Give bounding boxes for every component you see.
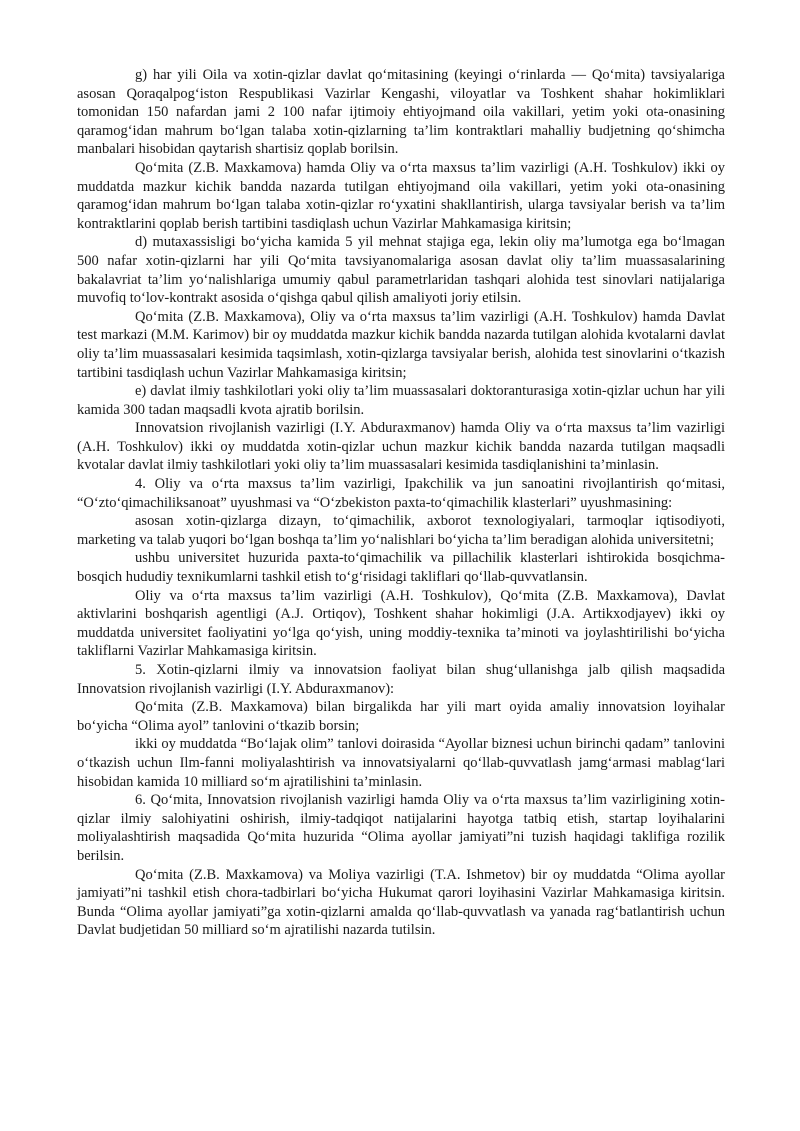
paragraph-d-implementation: Qo‘mita (Z.B. Maxkamova), Oliy va o‘rta maxsus ta’lim vazirligi (A.H. Toshkulov) hamda Davlat test markazi (M.M. Karimov) bir oy muddatda mazkur kichik bandda nazarda tutilgan alohida kvotalarni davlat oliy ta’lim muassasalari kesimida taqsimlash, xotin-qizlarga tavsiyalar berish, alohida test sinovlarini o‘tkazish tartibini tasdiqlash uchun Vazirlar Mahkamasiga kiritsin; [77, 308, 725, 381]
paragraph-g: g) har yili Oila va xotin-qizlar davlat qo‘mitasining (keyingi o‘rinlarda — Qo‘mita) tavsiyalariga asosan Qoraqalpog‘iston Respublikasi Vazirlar Kengashi, viloyatlar va Toshkent shahar hokimliklari tomonidan 150 nafardan jami 2 100 nafar ijtimoiy ehtiyojmand oila vakillari, yetim yoki ota-onasining qaramog‘idan mahrum bo‘lgan talaba xotin-qizlarning ta’lim kontraktlari mahalliy budjetning qo‘shimcha manbalari hisobidan qaytarish shartisiz qoplab borilsin. [77, 67, 725, 158]
paragraph-d: d) mutaxassisligi bo‘yicha kamida 5 yil mehnat stajiga ega, lekin oliy ma’lumotga ega bo‘lmagan 500 nafar xotin-qizlarni har yili Qo‘mita tavsiyanomalariga asosan davlat oliy ta’lim muassasalarining bakalavriat ta’lim yo‘nalishlariga umumiy qabul parametrlaridan tashqari alohida test sinovlari natijalariga muvofiq to‘lov-kontrakt asosida o‘qishga qabul qilish amaliyoti joriy etilsin. [77, 234, 725, 307]
paragraph-item-5: 5. Xotin-qizlarni ilmiy va innovatsion faoliyat bilan shug‘ullanishga jalb qilish maqsadida Innovatsion rivojlanish vazirligi (I.Y. Abduraxmanov): [77, 662, 725, 697]
paragraph-e: e) davlat ilmiy tashkilotlari yoki oliy ta’lim muassasalari doktoranturasiga xotin-qizlar uchun har yili kamida 300 tadan maqsadli kvota ajratib borilsin. [77, 383, 725, 418]
paragraph-item-4-implementation: Oliy va o‘rta maxsus ta’lim vazirligi (A.H. Toshkulov), Qo‘mita (Z.B. Maxkamova), Davlat aktivlarini boshqarish agentligi (A.J. Ortiqov), Toshkent shahar hokimligi (J.A. Artikxodjayev) ikki oy muddatda universitet faoliyatini yo‘lga qo‘yish, uning moddiy-texnika ta’minoti va joylashtirilishi bo‘yicha takliflarni Vazirlar Mahkamasiga kiritsin. [77, 587, 725, 660]
paragraph-item-4-technikums: ushbu universitet huzurida paxta-to‘qimachilik va pillachilik klasterlari ishtirokida bosqichma-bosqich hududiy texnikumlarni tashkil etish to‘g‘risidagi takliflari qo‘llab-quvvatlansin. [77, 550, 725, 586]
paragraph-item-6: 6. Qo‘mita, Innovatsion rivojlanish vazirligi hamda Oliy va o‘rta maxsus ta’lim vazirligining xotin-qizlar ilmiy salohiyatini oshirish, ilmiy-tadqiqot natijalarini hayotga tatbiq etish, startap loyihalarini moliyalashtirish maqsadida Qo‘mita huzurida “Olima ayollar jamiyati”ni tuzish haqidagi taklifiga rozilik berilsin. [77, 792, 725, 864]
paragraph-item-5-olima-ayol: Qo‘mita (Z.B. Maxkamova) bilan birgalikda har yili mart oyida amaliy innovatsion loyihalar bo‘yicha “Olima ayol” tanlovini o‘tkazib borsin; [77, 699, 725, 734]
paragraph-item-4: 4. Oliy va o‘rta maxsus ta’lim vazirligi, Ipakchilik va jun sanoatini rivojlantirish qo‘mitasi, “O‘zto‘qimachiliksanoat” uyushmasi va “O‘zbekiston paxta-to‘qimachilik klasterlari” uyushmasining: [77, 476, 725, 511]
paragraph-item-6-implementation: Qo‘mita (Z.B. Maxkamova) va Moliya vazirligi (T.A. Ishmetov) bir oy muddatda “Olima ayollar jamiyati”ni tashkil etish chora-tadbirlari bo‘yicha Hukumat qarori loyihasini Vazirlar Mahkamasiga kiritsin. Bunda “Olima ayollar jamiyati”ga xotin-qizlarni amalda qo‘llab-quvvatlash va yanada rag‘batlantirish uchun Davlat budjetidan 50 milliard so‘m ajratilishi nazarda tutilsin. [77, 866, 725, 939]
paragraph-e-implementation: Innovatsion rivojlanish vazirligi (I.Y. Abduraxmanov) hamda Oliy va o‘rta maxsus ta’lim vazirligi (A.H. Toshkulov) ikki oy muddatda xotin-qizlar uchun mazkur kichik bandda nazarda tutilgan maqsadli kvotalar davlat ilmiy tashkilotlari yoki oliy ta’lim muassasalari kesimida tasdiqlanishini ta’minlasin. [77, 420, 725, 474]
paragraph-item-5-bolajak-olim: ikki oy muddatda “Bo‘lajak olim” tanlovi doirasida “Ayollar biznesi uchun birinchi qadam” tanlovini o‘tkazish uchun Ilm-fanni moliyalashtirish va innovatsiyalarni qo‘llab-quvvatlash jamg‘armasi mablag‘lari hisobidan kamida 10 milliard so‘m ajratilishini ta’minlasin. [77, 736, 725, 790]
paragraph-g-implementation: Qo‘mita (Z.B. Maxkamova) hamda Oliy va o‘rta maxsus ta’lim vazirligi (A.H. Toshkulov) ikki oy muddatda mazkur kichik bandda nazarda tutilgan ehtiyojmand oila vakillari, yetim yoki ota-onasining qaramog‘idan mahrum bo‘lgan talaba xotin-qizlar ro‘yxatini shakllantirish, ularga tavsiyalar berish va ta’lim kontraktlarini qoplab berish tartibini tasdiqlash uchun Vazirlar Mahkamasiga kiritsin; [77, 159, 725, 232]
paragraph-item-4-university: asosan xotin-qizlarga dizayn, to‘qimachilik, axborot texnologiyalari, tarmoqlar iqtisodiyoti, marketing va talab yuqori bo‘lgan boshqa ta’lim yo‘nalishlari bo‘yicha ta’lim beradigan alohida universitetni; [77, 513, 725, 548]
